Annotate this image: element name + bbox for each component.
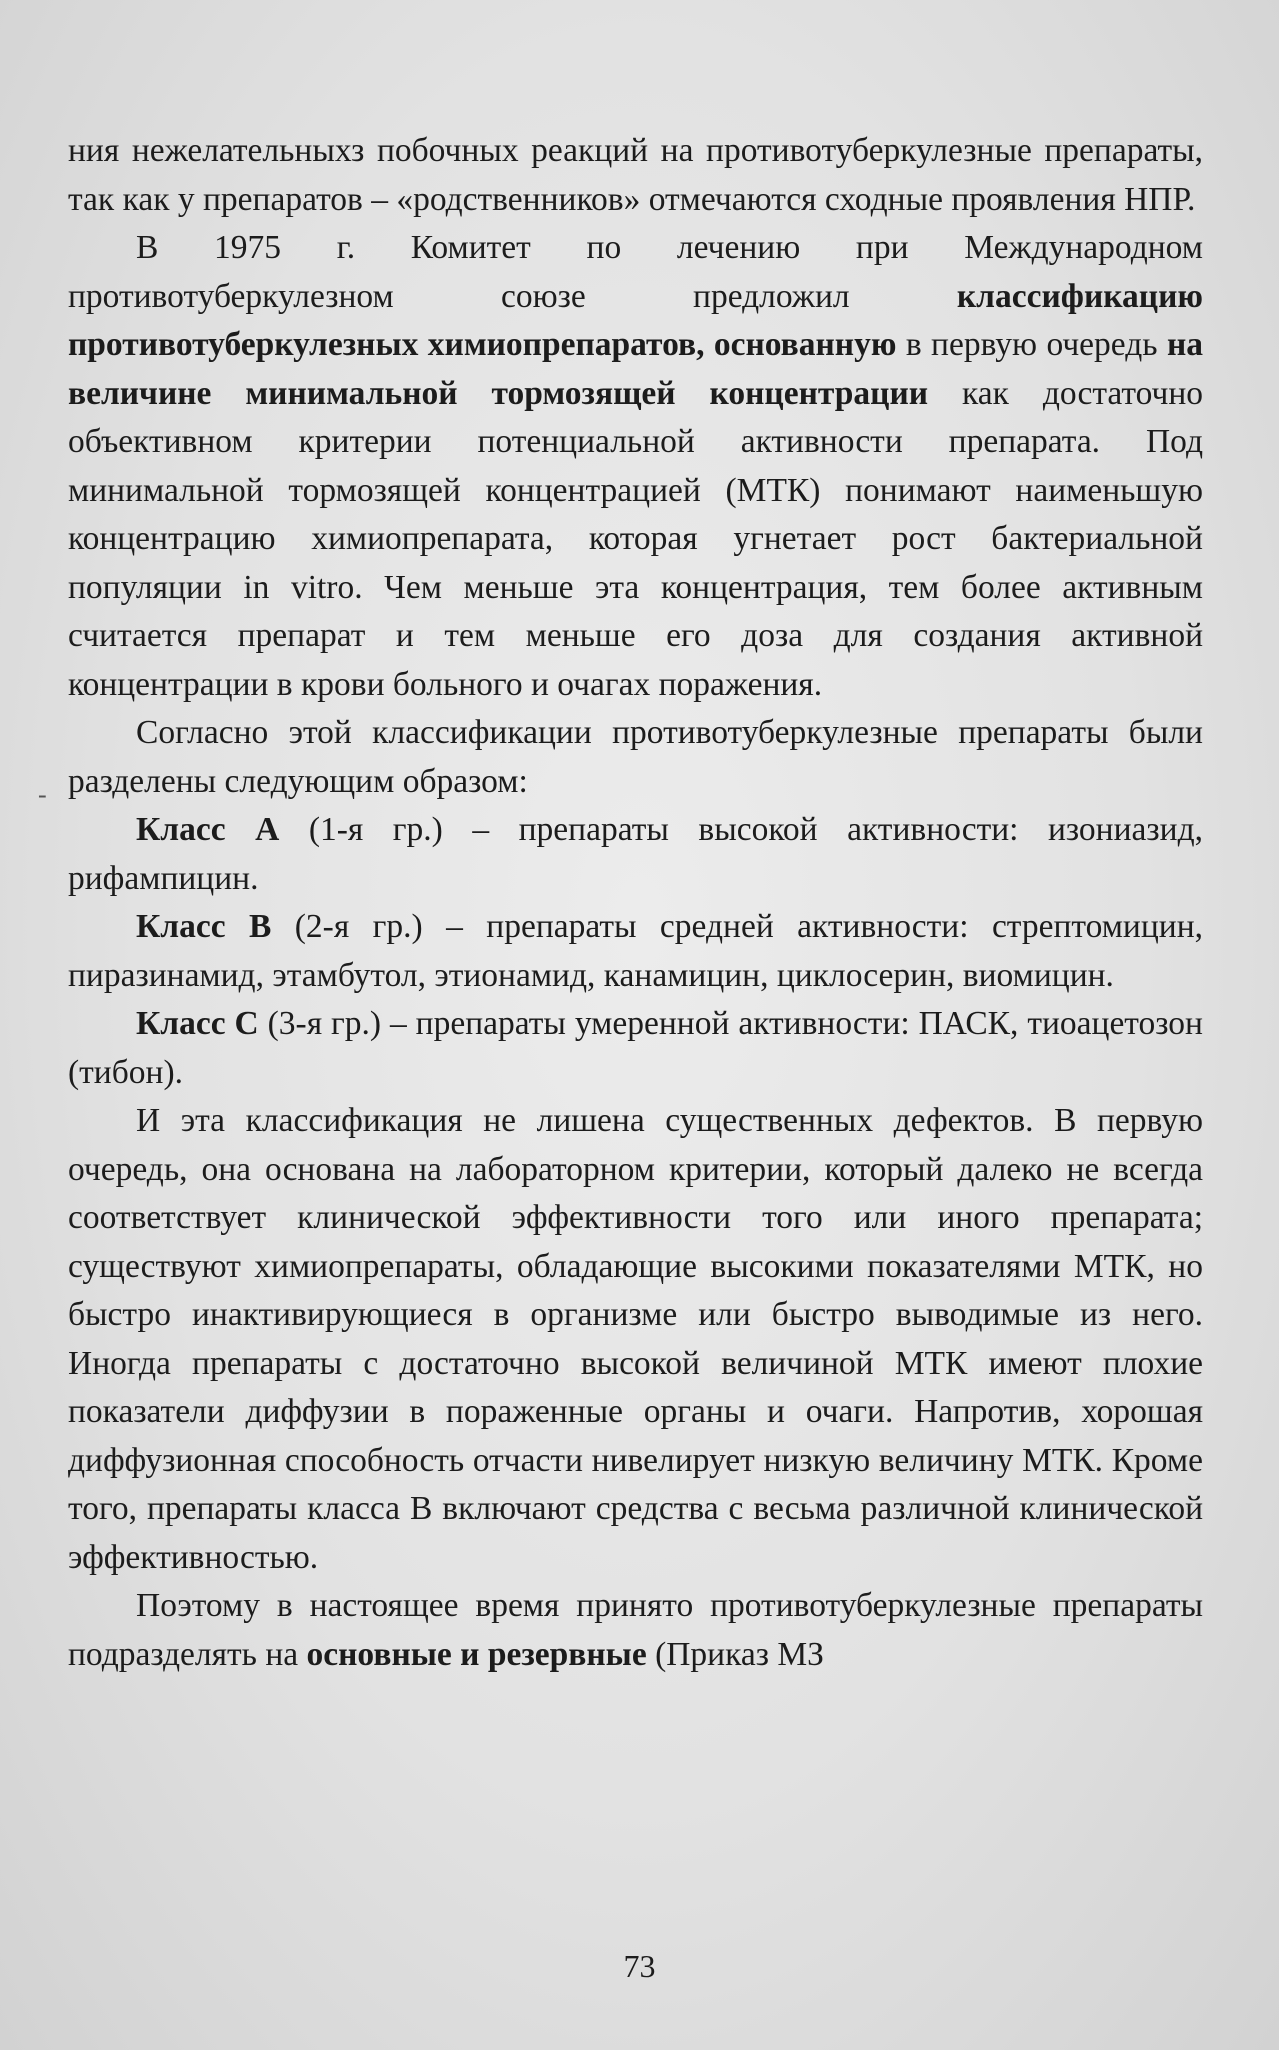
margin-dash: - — [38, 780, 47, 809]
paragraph-2-text-1: В 1975 г. Комитет по лечению при Международном противотуберкулезном союзе предложил — [68, 229, 1203, 315]
paragraph-8-text-1: Поэтому в настоящее время принято противотуберкулезные препараты подразделять на — [68, 1587, 1203, 1673]
paragraph-8 — [68, 1582, 1203, 1679]
paragraph-3 — [68, 709, 1203, 806]
paragraph-8-bold: основные и резервные — [306, 1635, 647, 1673]
paragraph-1-text: ния нежелательныхз побочных реакций на противотуберкулезные препараты, так как у препаратов – «родственников» отмечаются сходные проявления НПР. — [68, 132, 1203, 218]
class-b-text: (2-я гр.) – препараты средней активности: стрептомицин, пиразинамид, этамбутол, этионамид, канамицин, циклосерин, виомицин. — [68, 908, 1203, 994]
class-c-label: Класс С — [136, 1005, 259, 1042]
paragraph-class-a — [68, 806, 1203, 903]
paragraph-2-bold-1: классификацию противотуберкулезных химиопрепаратов, основанную — [68, 277, 1203, 363]
paragraph-8-text-2: (Приказ МЗ — [646, 1635, 824, 1673]
paragraph-1 — [68, 127, 1203, 224]
paragraph-class-c — [68, 1000, 1203, 1097]
page-number: 73 — [623, 1948, 656, 1984]
paragraph-class-b — [68, 903, 1203, 1000]
class-a-label: Класс А — [136, 811, 280, 848]
paragraph-2-bold-2: на величине минимальной тормозящей концентрации — [68, 326, 1203, 412]
page-text — [68, 127, 1203, 1679]
class-a-text: (1-я гр.) – препараты высокой активности: изониазид, рифампицин. — [68, 811, 1203, 897]
class-c-text: (3-я гр.) – препараты умеренной активности: ПАСК, тиоацетозон (тибон). — [68, 1005, 1203, 1091]
paragraph-2 — [68, 224, 1203, 709]
paragraph-7 — [68, 1097, 1203, 1582]
class-b-label: Класс В — [136, 908, 272, 945]
paragraph-2-text-2: в первую очередь — [896, 326, 1167, 363]
paragraph-3-text: Согласно этой классификации противотуберкулезные препараты были разделены следующим образом: — [68, 714, 1203, 800]
paragraph-7-text: И эта классификация не лишена существенных дефектов. В первую очередь, она основана на лабораторном критерии, который далеко не всегда соответствует клинической эффективности того или иного препарата; существуют химиопрепараты, обладающие высокими показателями МТК, но быстро инактивирующиеся в организме или быстро выводимые из него. Иногда препараты с достаточно высокой величиной МТК имеют плохие показатели диффузии в пораженные органы и очаги. Напротив, хорошая диффузионная способность отчасти нивелирует низкую величину МТК. Кроме того, препараты класса В включают средства с весьма различной клинической эффективностью. — [68, 1102, 1203, 1576]
paragraph-2-text-3: как достаточно объективном критерии потенциальной активности препарата. Под минимальной тормозящей концентрацией (МТК) понимают наименьшую концентрацию химиопрепарата, которая угнетает рост бактериальной популяции in vitro. Чем меньше эта концентрация, тем более активным считается препарат и тем меньше его доза для создания активной концентрации в крови больного и очагах поражения. — [68, 374, 1203, 703]
